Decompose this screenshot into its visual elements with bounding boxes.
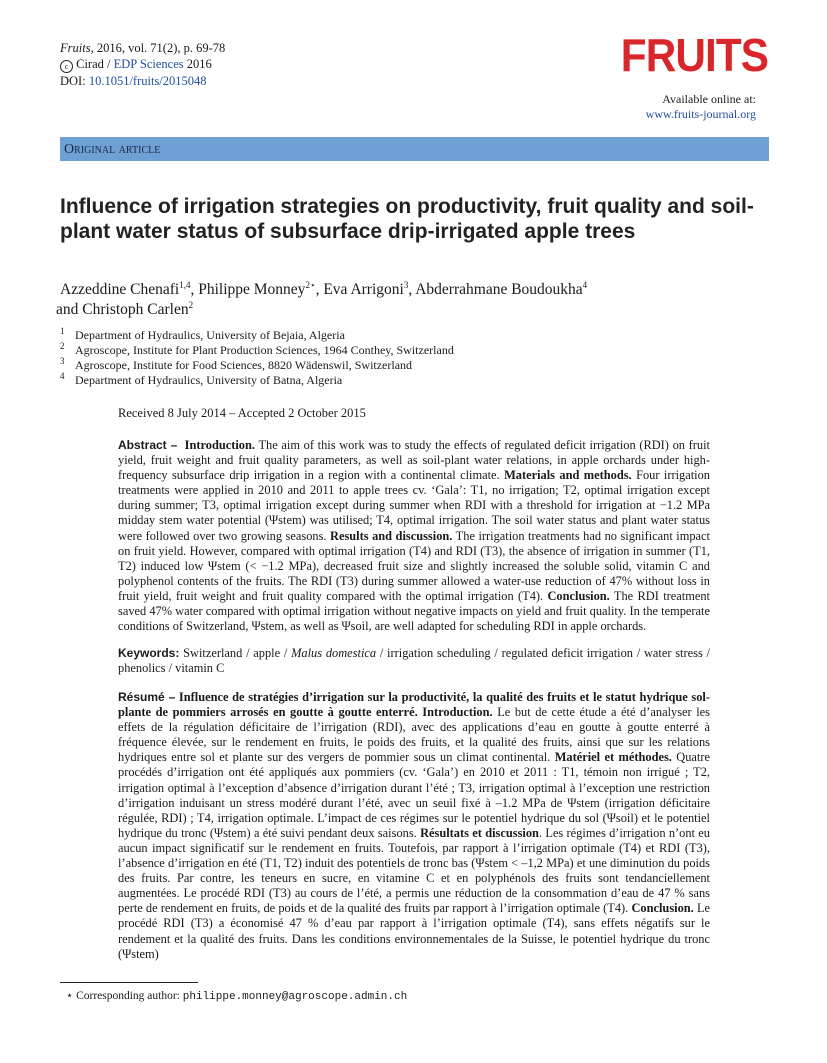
author: Abderrahmane Boudoukha [415,281,583,298]
keywords: Keywords: Switzerland / apple / Malus domestica / irrigation scheduling / regulated deficit irrigation / water stress / phenolics / vitamin C [118,646,710,676]
doi-label: DOI: [60,74,89,88]
publisher-link[interactable]: EDP Sciences [113,57,184,71]
author-affiliation: 2 [188,299,194,310]
affiliation: 4 Department of Hydraulics, University of Batna, Algeria [60,371,343,387]
journal-header [60,40,225,89]
author: Christoph Carlen [82,301,189,318]
author-affiliation: 4 [582,279,588,290]
copyright-year: 2016 [183,57,212,71]
resume-label: Résumé – [118,690,176,704]
abstract-label: Abstract – [118,438,178,452]
resume: Résumé – Influence de stratégies d’irrigation sur la productivité, la qualité des fruits et le statut hydrique sol-plante de pommiers arrosés en goutte à goutte enterré. Introduction. Le but de cette étude a été d’analyser les effets de la régulation déficitaire de l’irrigation (RDI), avec des applications d’eau en goutte à goutte enterré à fréquence élevée, sur le rendement en fruits, le poids des fruits, et la qualité des fruits, ainsi que sur les relations hydriques entre sol et plante sur des vergers de pommier sous un climat continental. Matériel et méthodes. Quatre procédés d’irrigation ont été appliqués aux pommiers (cv. ‘Gala’) en 2010 et 2011 : T1, témoin non irrigué ; T2, irrigation optimal à l’exception d’absence d’irrigation durant l’été ; T3, irrigation optimal à l’exception une restriction d’irrigation induisant un stress modéré durant l’été, avec un seuil fixé à –1.2 MPa de Ψstem (irrigation déficitaire régulée, RDI) ; T4, irrigation optimale. L’impact de ces régimes sur le potentiel hydrique du sol (Ψsoil) et le potentiel hydrique du tronc (Ψstem) a été suivi pendant deux saisons. Résultats et discussion. Les régimes d’irrigation n’ont eu aucun impact significatif sur le rendement en fruits. Toutefois, par rapport à l’irrigation optimale (T4) et RDI (T3), l’absence d’irrigation en été (T1, T2) induit des potentiels de tronc bas (Ψstem < –1,2 MPa) et une diminution du poids des fruits. Par contre, les teneurs en sucre, en vitamine C et en polyphénols des fruits sont tendanciellement augmentées. Le procédé RDI (T3) au cours de l’été, a permis une réduction de la consommation d’eau de 47 % sans perte de rendement en fruits, de poids et de la qualité des fruits par rapport à l’irrigation optimale (T4). Conclusion. Le procédé RDI (T3) a économisé 47 % d’eau par rapport à l’irrigation optimale (T4), sans effets négatifs sur le rendement et la qualité des fruits. Dans les conditions environnementales de la Suisse, le potentiel hydrique du tronc (Ψstem) [118,690,711,961]
author: Azzeddine Chenafi [60,281,180,298]
received-dates: Received 8 July 2014 – Accepted 2 October 2015 [118,406,366,420]
doi-link[interactable]: 10.1051/fruits/2015048 [88,74,207,88]
affiliation: 2 Agroscope, Institute for Plant Production Sciences, 1964 Conthey, Switzerland [60,341,454,357]
abstract: Abstract – Introduction. The aim of this work was to study the effects of regulated deficit irrigation (RDI) on fruit yield, fruit weight and fruit quality parameters, as well as soil-plant water relations, in apple orchards under high-frequency subsurface drip irrigation in a region with a continental climate. Materials and methods. Four irrigation treatments were applied in 2010 and 2011 to apple trees cv. ‘Gala’: T1, no irrigation; T2, optimal irrigation except during summer; T3, optimal irrigation except during summer when RDI with a threshold for irrigation at −1.2 MPa midday stem water potential (Ψstem) was utilised; T4, optimal irrigation. The soil water status and plant water status were followed over two growing seasons. Results and discussion. The irrigation treatments had no significant impact on fruit yield. However, compared with optimal irrigation (T4) and RDI (T3), the absence of irrigation in summer (T1, T2) induced low Ψstem (< −1.2 MPa), decreased fruit size and slightly increased the soluble solid, vitamin C and polyphenol contents of the fruits. The RDI (T3) during summer allowed a water-use reduction of 47% without loss in fruit yield, fruit weight and fruit quality compared with the optimal irrigation (T4). Conclusion. The RDI treatment saved 47% water compared with optimal irrigation without negative impacts on yield and fruit quality. In the temperate conditions of Switzerland, Ψstem, as well as Ψsoil, are well adapted for scheduling RDI in apple orchards. [118,438,711,634]
citation: , 2016, vol. 71(2), p. 69-78 [90,41,226,55]
author-list: Azzeddine Chenafi$^{1,4}$, Philippe Monney$^{2⋆}$, Eva Arrigoni$^3$, Abderrahmane Boudoukha$^4$ and Christoph Carlen$^2$ [56,279,588,318]
availability-label: Available online at: [662,92,756,106]
article-type-band [60,137,769,161]
author-affiliation: 3 [403,279,409,290]
author-affiliation: 2⋆ [305,279,316,290]
author-email[interactable]: philippe.monney@agroscope.admin.ch [182,991,408,1003]
keywords-label: Keywords: [118,646,180,660]
author-affiliation: 1,4 [179,279,191,290]
article-type: Original article [64,142,161,157]
availability [646,92,756,122]
copyright-holder: Cirad / [76,57,114,71]
affiliation-list [60,328,454,388]
journal-logo: FRUITS [620,29,768,81]
journal-name: Fruits [60,41,91,55]
star-icon: ⋆ [66,990,74,1002]
footnote: ⋆ Corresponding author: philippe.monney@agroscope.admin.ch [66,990,408,1003]
copyright-icon: c [60,60,73,73]
affiliation: 3 Agroscope, Institute for Food Sciences, 8820 Wädenswil, Switzerland [60,356,413,372]
affiliation: 1 Department of Hydraulics, University of Bejaia, Algeria [60,326,345,342]
paper-title: Influence of irrigation strategies on productivity, fruit quality and soil-plant water status of subsurface drip-irrigated apple trees [60,195,754,243]
author: Eva Arrigoni [323,281,404,298]
author: Philippe Monney [198,281,306,298]
footnote-divider [60,982,198,983]
journal-url-link[interactable]: www.fruits-journal.org [645,107,756,121]
